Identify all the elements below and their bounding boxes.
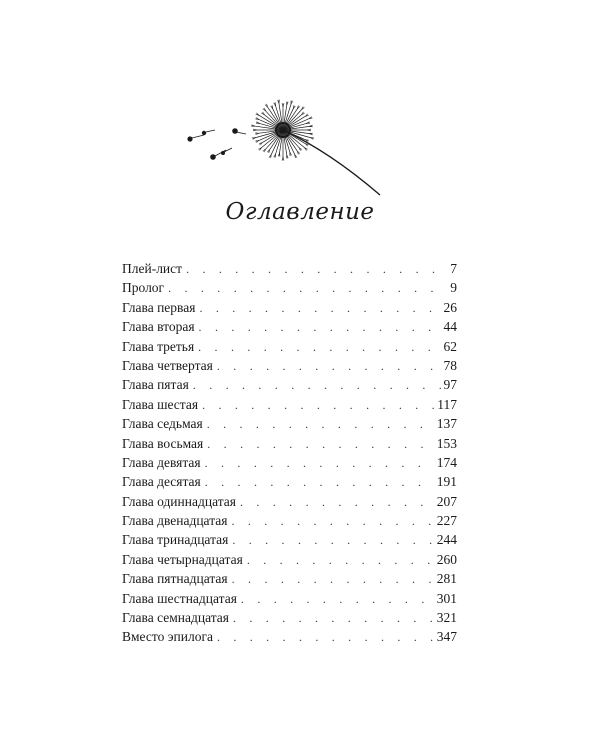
toc-entry-label: Глава девятая	[122, 454, 201, 470]
toc-entry	[122, 434, 457, 453]
toc-entry-label: Глава четырнадцатая	[122, 551, 243, 567]
toc-entry	[122, 395, 457, 414]
toc-entry-page-number: 301	[436, 590, 457, 606]
dot-leader	[241, 590, 434, 609]
toc-entry-label: Глава одиннадцатая	[122, 493, 236, 509]
dot-leader	[231, 512, 433, 531]
toc-entry	[122, 259, 457, 278]
dot-leader	[186, 260, 447, 279]
toc-entry-page-number: 78	[443, 357, 457, 373]
toc-entry-page-number: 321	[436, 610, 457, 626]
dot-leader	[199, 299, 440, 318]
toc-entry-label: Глава третья	[122, 338, 195, 354]
dot-leader	[205, 454, 434, 473]
toc-entry	[122, 627, 457, 646]
toc-entry	[122, 414, 457, 433]
toc-entry-page-number: 44	[443, 319, 457, 335]
toc-entry	[122, 511, 457, 530]
toc-entry	[122, 278, 457, 297]
toc-entry-page-number: 260	[436, 551, 457, 567]
toc-entry-label: Глава пятая	[122, 377, 189, 393]
toc-entry-page-number: 244	[436, 532, 457, 548]
toc-entry-label: Глава пятнадцатая	[122, 571, 228, 587]
dot-leader	[217, 628, 434, 647]
dot-leader	[232, 570, 434, 589]
toc-entry	[122, 356, 457, 375]
toc-entry-label: Глава десятая	[122, 474, 201, 490]
dot-leader	[207, 415, 434, 434]
dot-leader	[168, 279, 447, 298]
toc-entry-page-number: 347	[436, 629, 457, 645]
toc-entry	[122, 298, 457, 317]
toc-entry-page-number: 7	[450, 261, 457, 276]
dot-leader	[217, 357, 441, 376]
toc-entry	[122, 492, 457, 511]
toc-entry	[122, 530, 457, 549]
toc-entry	[122, 589, 457, 608]
toc-entry-page-number: 207	[436, 493, 457, 509]
toc-entry-label: Глава семнадцатая	[122, 610, 229, 626]
toc-entry-page-number: 227	[436, 513, 457, 529]
dot-leader	[207, 435, 433, 454]
toc-entry-page-number: 174	[436, 454, 457, 470]
toc-entry-label: Глава шестая	[122, 396, 199, 412]
toc-entry-label: Глава вторая	[122, 319, 195, 335]
toc-entry-label: Вместо эпилога	[122, 629, 213, 645]
table-of-contents	[122, 259, 457, 647]
toc-entry-label: Глава двенадцатая	[122, 513, 228, 529]
toc-entry-page-number: 191	[436, 474, 457, 490]
toc-entry-page-number: 9	[450, 280, 457, 296]
toc-entry-page-number: 97	[443, 377, 457, 393]
toc-entry	[122, 317, 457, 336]
dot-leader	[240, 493, 434, 512]
toc-entry	[122, 472, 457, 491]
toc-entry-label: Глава первая	[122, 299, 196, 315]
toc-entry	[122, 337, 457, 356]
toc-entry	[122, 453, 457, 472]
toc-entry-label: Глава седьмая	[122, 416, 203, 432]
toc-entry-label: Глава шестнадцатая	[122, 590, 237, 606]
toc-entry-label: Пролог	[122, 280, 165, 296]
toc-entry-page-number: 137	[436, 416, 457, 432]
dot-leader	[247, 551, 434, 570]
toc-entry-page-number: 281	[436, 571, 457, 587]
toc-entry-page-number: 62	[443, 338, 457, 354]
dot-leader	[205, 473, 434, 492]
toc-entry-label: Глава тринадцатая	[122, 532, 229, 548]
dot-leader	[193, 376, 441, 395]
toc-entry	[122, 550, 457, 569]
toc-entry	[122, 375, 457, 394]
dot-leader	[233, 609, 434, 628]
dot-leader	[232, 531, 433, 550]
dot-leader	[202, 396, 434, 415]
toc-entry-page-number: 117	[437, 396, 457, 412]
toc-entry-label: Плей-лист	[122, 261, 183, 276]
toc-entry-label: Глава четвертая	[122, 357, 213, 373]
toc-entry	[122, 608, 457, 627]
toc-entry-page-number: 26	[443, 299, 457, 315]
toc-entry	[122, 569, 457, 588]
toc-entry-label: Глава восьмая	[122, 435, 204, 451]
dot-leader	[199, 318, 441, 337]
dot-leader	[198, 338, 440, 357]
dandelion-icon	[180, 90, 410, 200]
page-title: Оглавление	[225, 199, 375, 225]
toc-entry-page-number: 153	[436, 435, 457, 451]
